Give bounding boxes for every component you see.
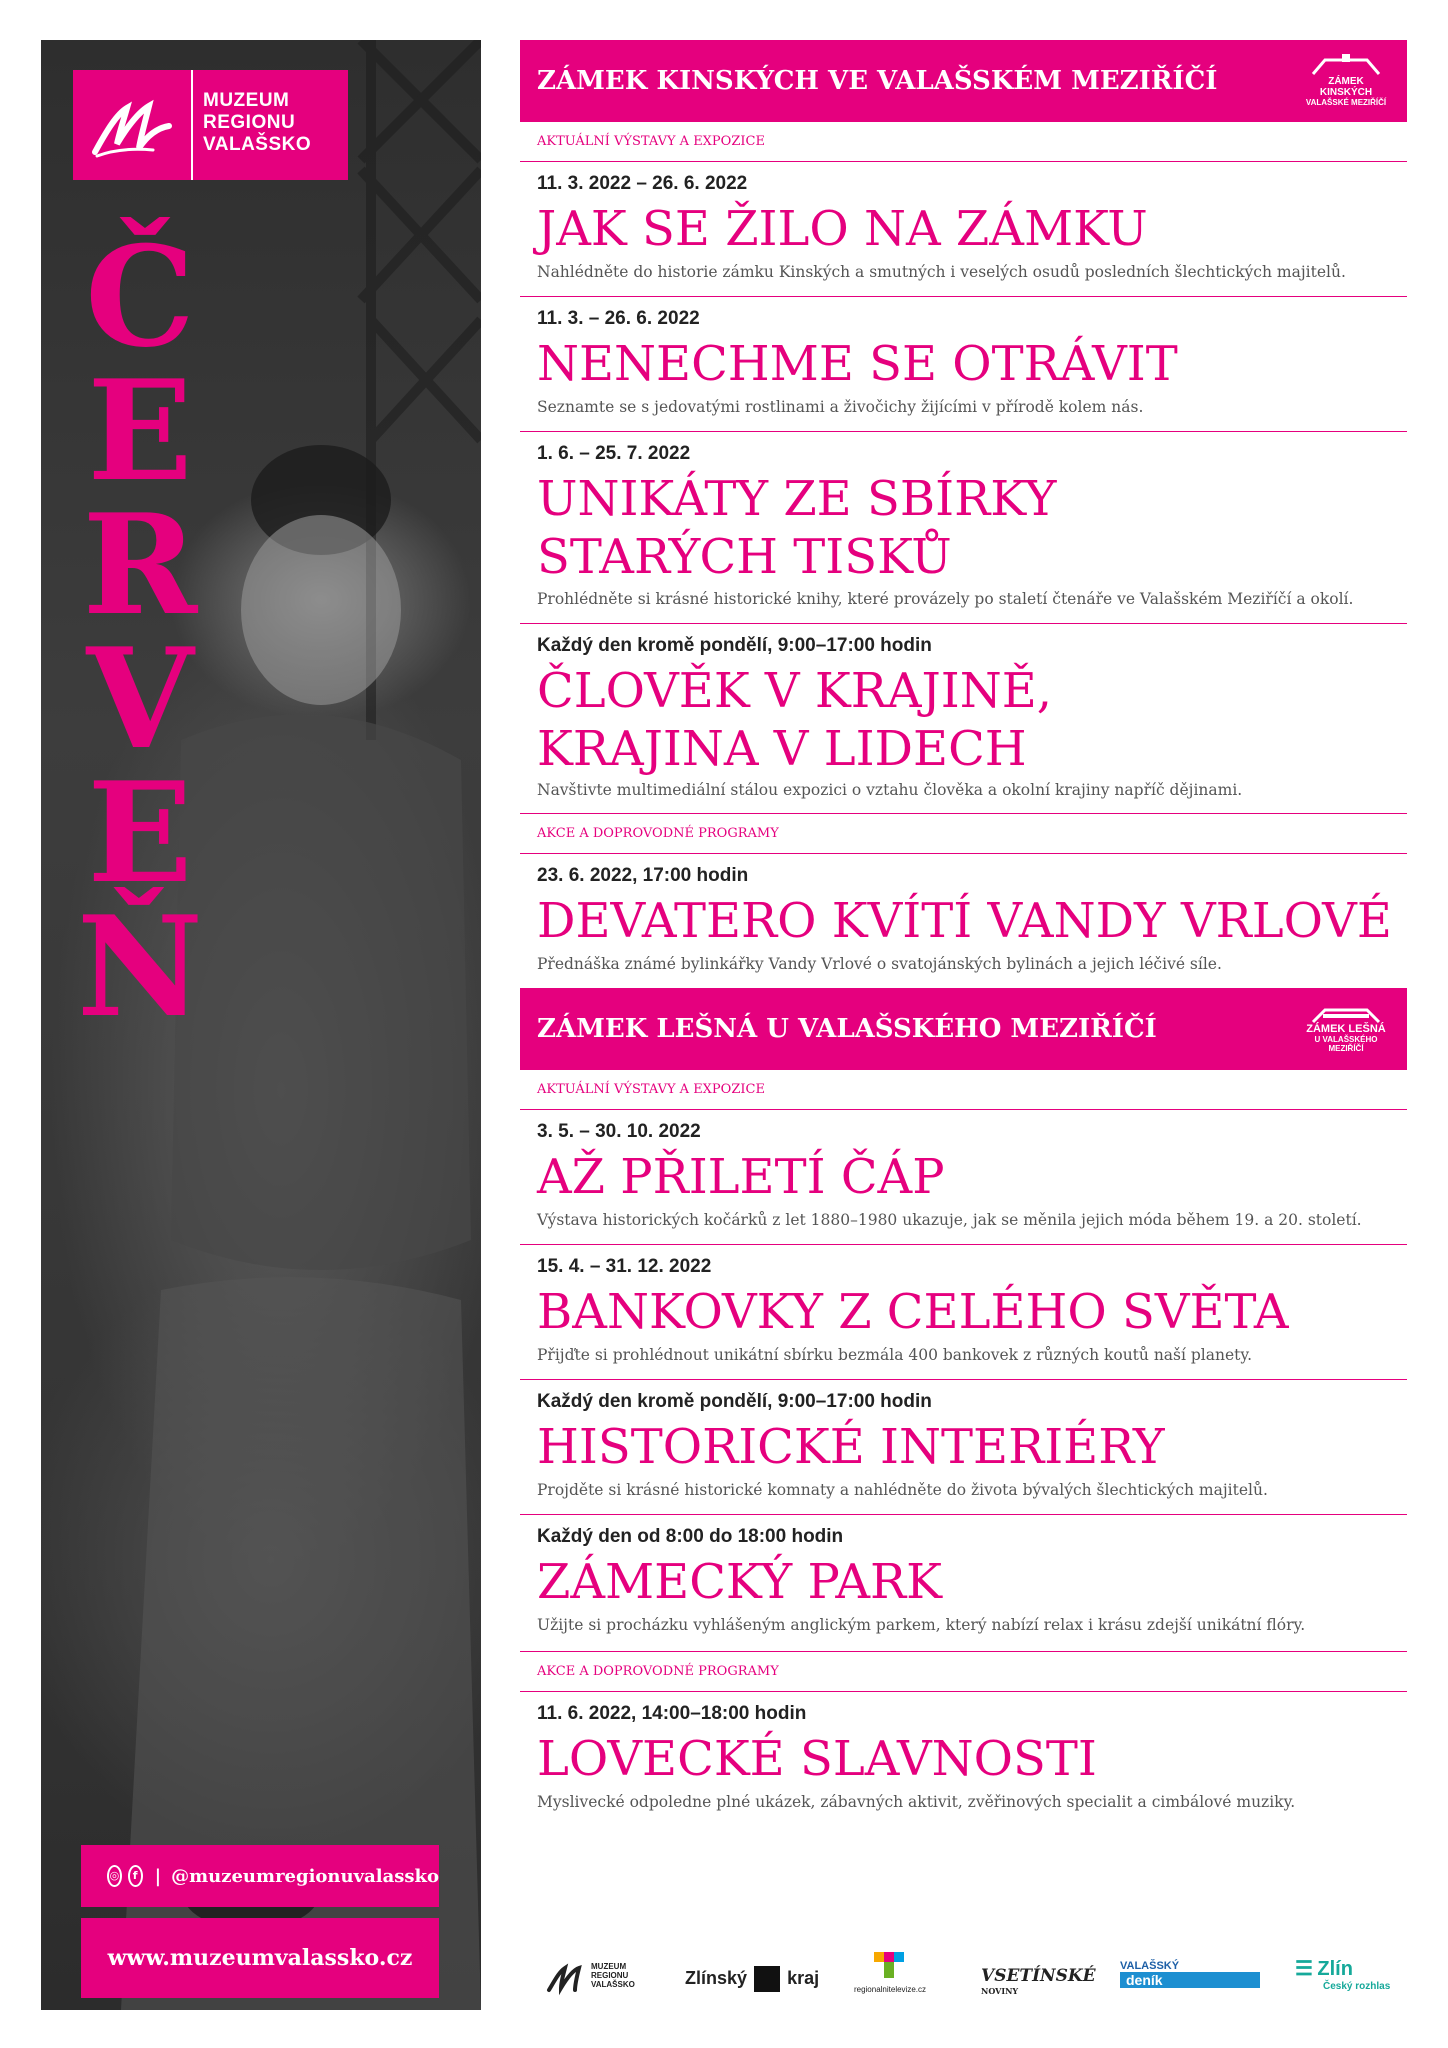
event-title: LOVECKÉ SLAVNOSTI [537,1731,1097,1787]
castle-roof-icon [1309,54,1383,76]
event-date: 1. 6. – 25. 7. 2022 [537,443,691,464]
social-handle[interactable]: @muzeumregionuvalassko [171,1865,439,1887]
sponsor-regionalni-televize[interactable] [845,1952,935,1994]
event-description: Myslivecké odpoledne plné ukázek, zábavných aktivit, zvěřinových specialit a cimbálové muziky. [537,1793,1296,1811]
event-date: Každý den kromě pondělí, 9:00–17:00 hodin [537,635,932,656]
event-description: Přijďte si prohlédnout unikátní sbírku bezmála 400 bankovek z různých koutů naší planety. [537,1346,1253,1364]
sponsor-text: NOVINY [981,1986,1019,1996]
facebook-icon[interactable]: f [128,1865,143,1887]
event-title: HISTORICKÉ INTERIÉRY [537,1419,1165,1475]
sponsor-text: regionalnitelevize.cz [853,1985,927,1994]
event-item[interactable] [520,432,1407,624]
event-item[interactable] [520,1380,1407,1515]
logo-line: MUZEUM [203,90,290,111]
zamek-kinskych-logo [1301,54,1391,108]
event-title: AŽ PŘILETÍ ČÁP [537,1149,945,1205]
event-item[interactable] [520,1692,1407,1827]
zamek-lesna-logo [1301,1002,1391,1056]
event-date: 3. 5. – 30. 10. 2022 [537,1121,701,1142]
event-title: UNIKÁTY ZE SBÍRKY [537,471,1057,527]
event-item[interactable] [520,854,1407,984]
castle-roof-icon [1309,1002,1383,1024]
museum-logo[interactable] [73,70,348,180]
sponsor-text: deník [1120,1972,1260,1988]
event-date: 23. 6. 2022, 17:00 hodin [537,865,749,886]
sponsor-text: VALAŠSKÝ [1120,1960,1180,1972]
month-letter: Č [85,215,195,378]
logo-line: VALAŠSKÉ MEZIŘÍČÍ [1305,98,1387,107]
logo-line: ZÁMEK KINSKÝCH [1319,76,1373,98]
instagram-icon[interactable]: ◎ [107,1865,122,1887]
sponsor-text: Český rozhlas [1323,1981,1391,1992]
sponsor-text: kraj [787,1967,820,1988]
category-programs: AKCE A DOPROVODNÉ PROGRAMY [520,814,1407,854]
month-letter: E [87,751,193,914]
event-item[interactable] [520,624,1407,814]
category-programs: AKCE A DOPROVODNÉ PROGRAMY [520,1652,1407,1692]
month-letter: R [82,483,198,646]
sponsor-text: REGIONU [591,1971,629,1980]
event-title: BANKOVKY Z CELÉHO SVĚTA [537,1284,1289,1340]
event-description: Projděte si krásné historické komnaty a nahlédněte do života bývalých šlechtických majitelů. [537,1481,1268,1499]
category-exhibitions: AKTUÁLNÍ VÝSTAVY A EXPOZICE [520,1070,1407,1110]
event-title: ČLOVĚK V KRAJINĚ, [537,663,1053,719]
logo-line: REGIONU [203,112,296,133]
left-photo-panel [41,40,481,2010]
event-date: Každý den od 8:00 do 18:00 hodin [537,1526,844,1547]
event-description: Užijte si procházku vyhlášeným anglickým parkem, který nabízí relax i krásu zdejší unikátní flóry. [537,1616,1306,1634]
event-item[interactable] [520,297,1407,432]
month-letter: V [86,617,194,780]
event-item[interactable] [520,162,1407,297]
logo-line: ZÁMEK LEŠNÁ [1306,1023,1386,1035]
event-description: Nahlédněte do historie zámku Kinských a smutných i veselých osudů posledních šlechtických majitelů. [537,263,1346,281]
event-date: Každý den kromě pondělí, 9:00–17:00 hodin [537,1391,932,1412]
category-exhibitions: AKTUÁLNÍ VÝSTAVY A EXPOZICE [520,122,1407,162]
event-title: STARÝCH TISKŮ [537,529,952,585]
rtv-icon [870,1952,910,1980]
logo-line: U VALAŠSKÉHO MEZIŘÍČÍ [1314,1035,1378,1053]
sponsor-logos [545,1952,1405,2012]
event-description: Prohlédněte si krásné historické knihy, které provázely po staletí čtenáře ve Valašském Meziříčí a okolí. [537,590,1354,608]
event-date: 11. 3. – 26. 6. 2022 [537,308,700,329]
zlinsky-kraj-square-icon [754,1966,780,1992]
event-date: 11. 6. 2022, 14:00–18:00 hodin [537,1703,807,1724]
logo-line: VALAŠSKO [203,134,312,155]
section-title: ZÁMEK LEŠNÁ U VALAŠSKÉHO MEZIŘÍČÍ [537,1014,1157,1044]
sponsor-text: VSETÍNSKÉ [981,1966,1096,1986]
event-date: 15. 4. – 31. 12. 2022 [537,1256,712,1277]
social-links[interactable] [81,1845,439,1907]
month-letter: Ň [76,885,204,1048]
event-date: 11. 3. 2022 – 26. 6. 2022 [537,173,748,194]
event-title: ZÁMECKÝ PARK [537,1554,942,1610]
cesky-rozhlas-icon: ☰ [1295,1958,1313,1980]
sponsor-text: MUZEUM [591,1962,627,1971]
sponsor-text: VALAŠSKO [591,1980,635,1989]
event-description: Výstava historických kočárků z let 1880–1980 ukazuje, jak se měnila jejich móda během 19. a 20. století. [537,1211,1362,1229]
month-title [65,215,215,1048]
separator: | [154,1865,162,1887]
event-item[interactable] [520,1245,1407,1380]
event-title: NENECHME SE OTRÁVIT [537,336,1178,392]
section-header-lesna [520,988,1407,1070]
museum-logo-mark-icon [73,70,193,180]
sponsor-vsetinske-noviny[interactable] [981,1966,1096,1996]
event-title: DEVATERO KVÍTÍ VANDY VRLOVÉ [537,893,1392,949]
event-item[interactable] [520,1515,1407,1652]
event-description: Navštivte multimediální stálou expozici o vztahu člověka a okolní krajiny napříč dějinami. [537,781,1243,799]
sponsor-zlinsky-kraj[interactable] [685,1966,819,1992]
sponsor-text: Zlínský [685,1967,748,1988]
section-title: ZÁMEK KINSKÝCH VE VALAŠSKÉM MEZIŘÍČÍ [537,66,1218,96]
museum-logo-mark-icon [545,1960,589,1996]
event-item[interactable] [520,1110,1407,1245]
website-link[interactable]: www.muzeumvalassko.cz [81,1918,439,1998]
sponsor-valassky-denik[interactable] [1120,1960,1260,1988]
event-description: Přednáška známé bylinkářky Vandy Vrlové o svatojánských bylinách a jejich léčivé síle. [537,955,1222,973]
sponsor-text: Zlín [1317,1958,1353,1980]
sponsor-cesky-rozhlas[interactable] [1295,1956,1390,1992]
event-description: Seznamte se s jedovatými rostlinami a živočichy žijícími v přírodě kolem nás. [537,398,1144,416]
event-title: KRAJINA V LIDECH [537,721,1027,777]
section-header-kinskych [520,40,1407,122]
month-letter: E [87,349,193,512]
event-title: JAK SE ŽILO NA ZÁMKU [537,201,1148,257]
